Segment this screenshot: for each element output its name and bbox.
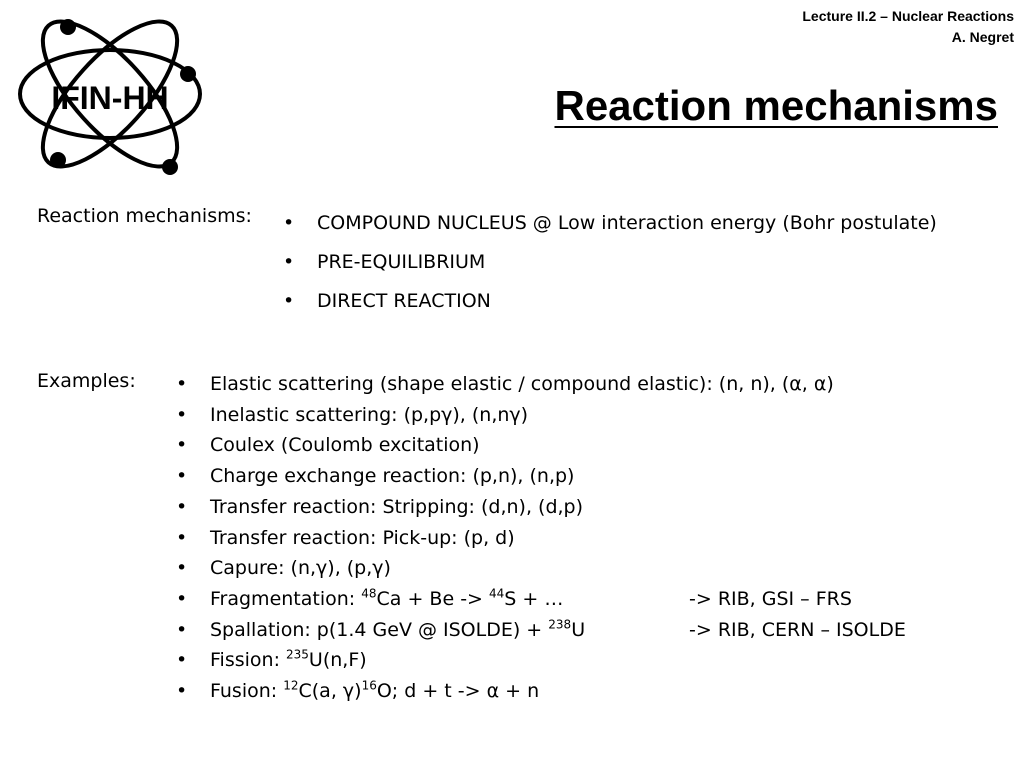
fusion-text: Fusion: [210,680,284,703]
logo-text: IFIN-HH [51,80,169,116]
mass-number: 44 [489,586,505,601]
spallation-text: Spallation: p(1.4 GeV @ ISOLDE) + [210,618,549,641]
list-item: • Transfer reaction: Pick-up: (p, d) [176,523,834,554]
lecture-header [802,6,1014,48]
list-item: • Coulex (Coulomb excitation) [176,430,834,461]
lecture-title: Lecture II.2 – Nuclear Reactions [802,8,1014,24]
list-item-fission [176,645,834,676]
list-item: • Inelastic scattering: (p,pγ), (n,nγ) [176,400,834,431]
list-item: • Capure: (n,γ), (p,γ) [176,553,834,584]
mechanisms-label: Reaction mechanisms: [37,205,252,227]
list-item-fusion [176,676,834,707]
mass-number: 238 [548,617,572,632]
list-item: • Elastic scattering (shape elastic / compound elastic): (n, n), (α, α) [176,369,834,400]
examples-list [176,369,906,707]
fragmentation-text: Fragmentation: [210,587,362,610]
mass-number: 48 [361,586,377,601]
mass-number: 16 [361,678,377,693]
ifin-hh-logo [10,10,210,175]
list-item: • Transfer reaction: Stripping: (d,n), (d,p) [176,492,834,523]
fusion-text: C(a, γ) [298,680,362,703]
list-item-fragmentation [176,584,852,615]
mechanisms-list [283,204,937,321]
fission-text: U(n,F) [308,649,367,672]
slide-title: Reaction mechanisms [554,82,998,129]
list-item: • Charge exchange reaction: (p,n), (n,p) [176,461,834,492]
list-item: • DIRECT REACTION [283,282,937,321]
mass-number: 12 [283,678,299,693]
mass-number: 235 [286,648,309,662]
fusion-text: O; d + t -> α + n [376,680,540,703]
spallation-text: U [571,618,586,641]
list-item: • PRE-EQUILIBRIUM [283,243,937,282]
list-item-spallation [176,615,906,646]
fragmentation-note: -> RIB, GSI – FRS [689,587,852,610]
fragmentation-text: S + … [504,587,564,610]
examples-label: Examples: [37,370,136,392]
spallation-note: -> RIB, CERN – ISOLDE [689,618,906,641]
lecture-author: A. Negret [951,29,1014,45]
list-item: • COMPOUND NUCLEUS @ Low interaction energy (Bohr postulate) [283,204,937,243]
fragmentation-text: Ca + Be -> [376,587,490,610]
fission-text: Fission: [210,649,287,672]
